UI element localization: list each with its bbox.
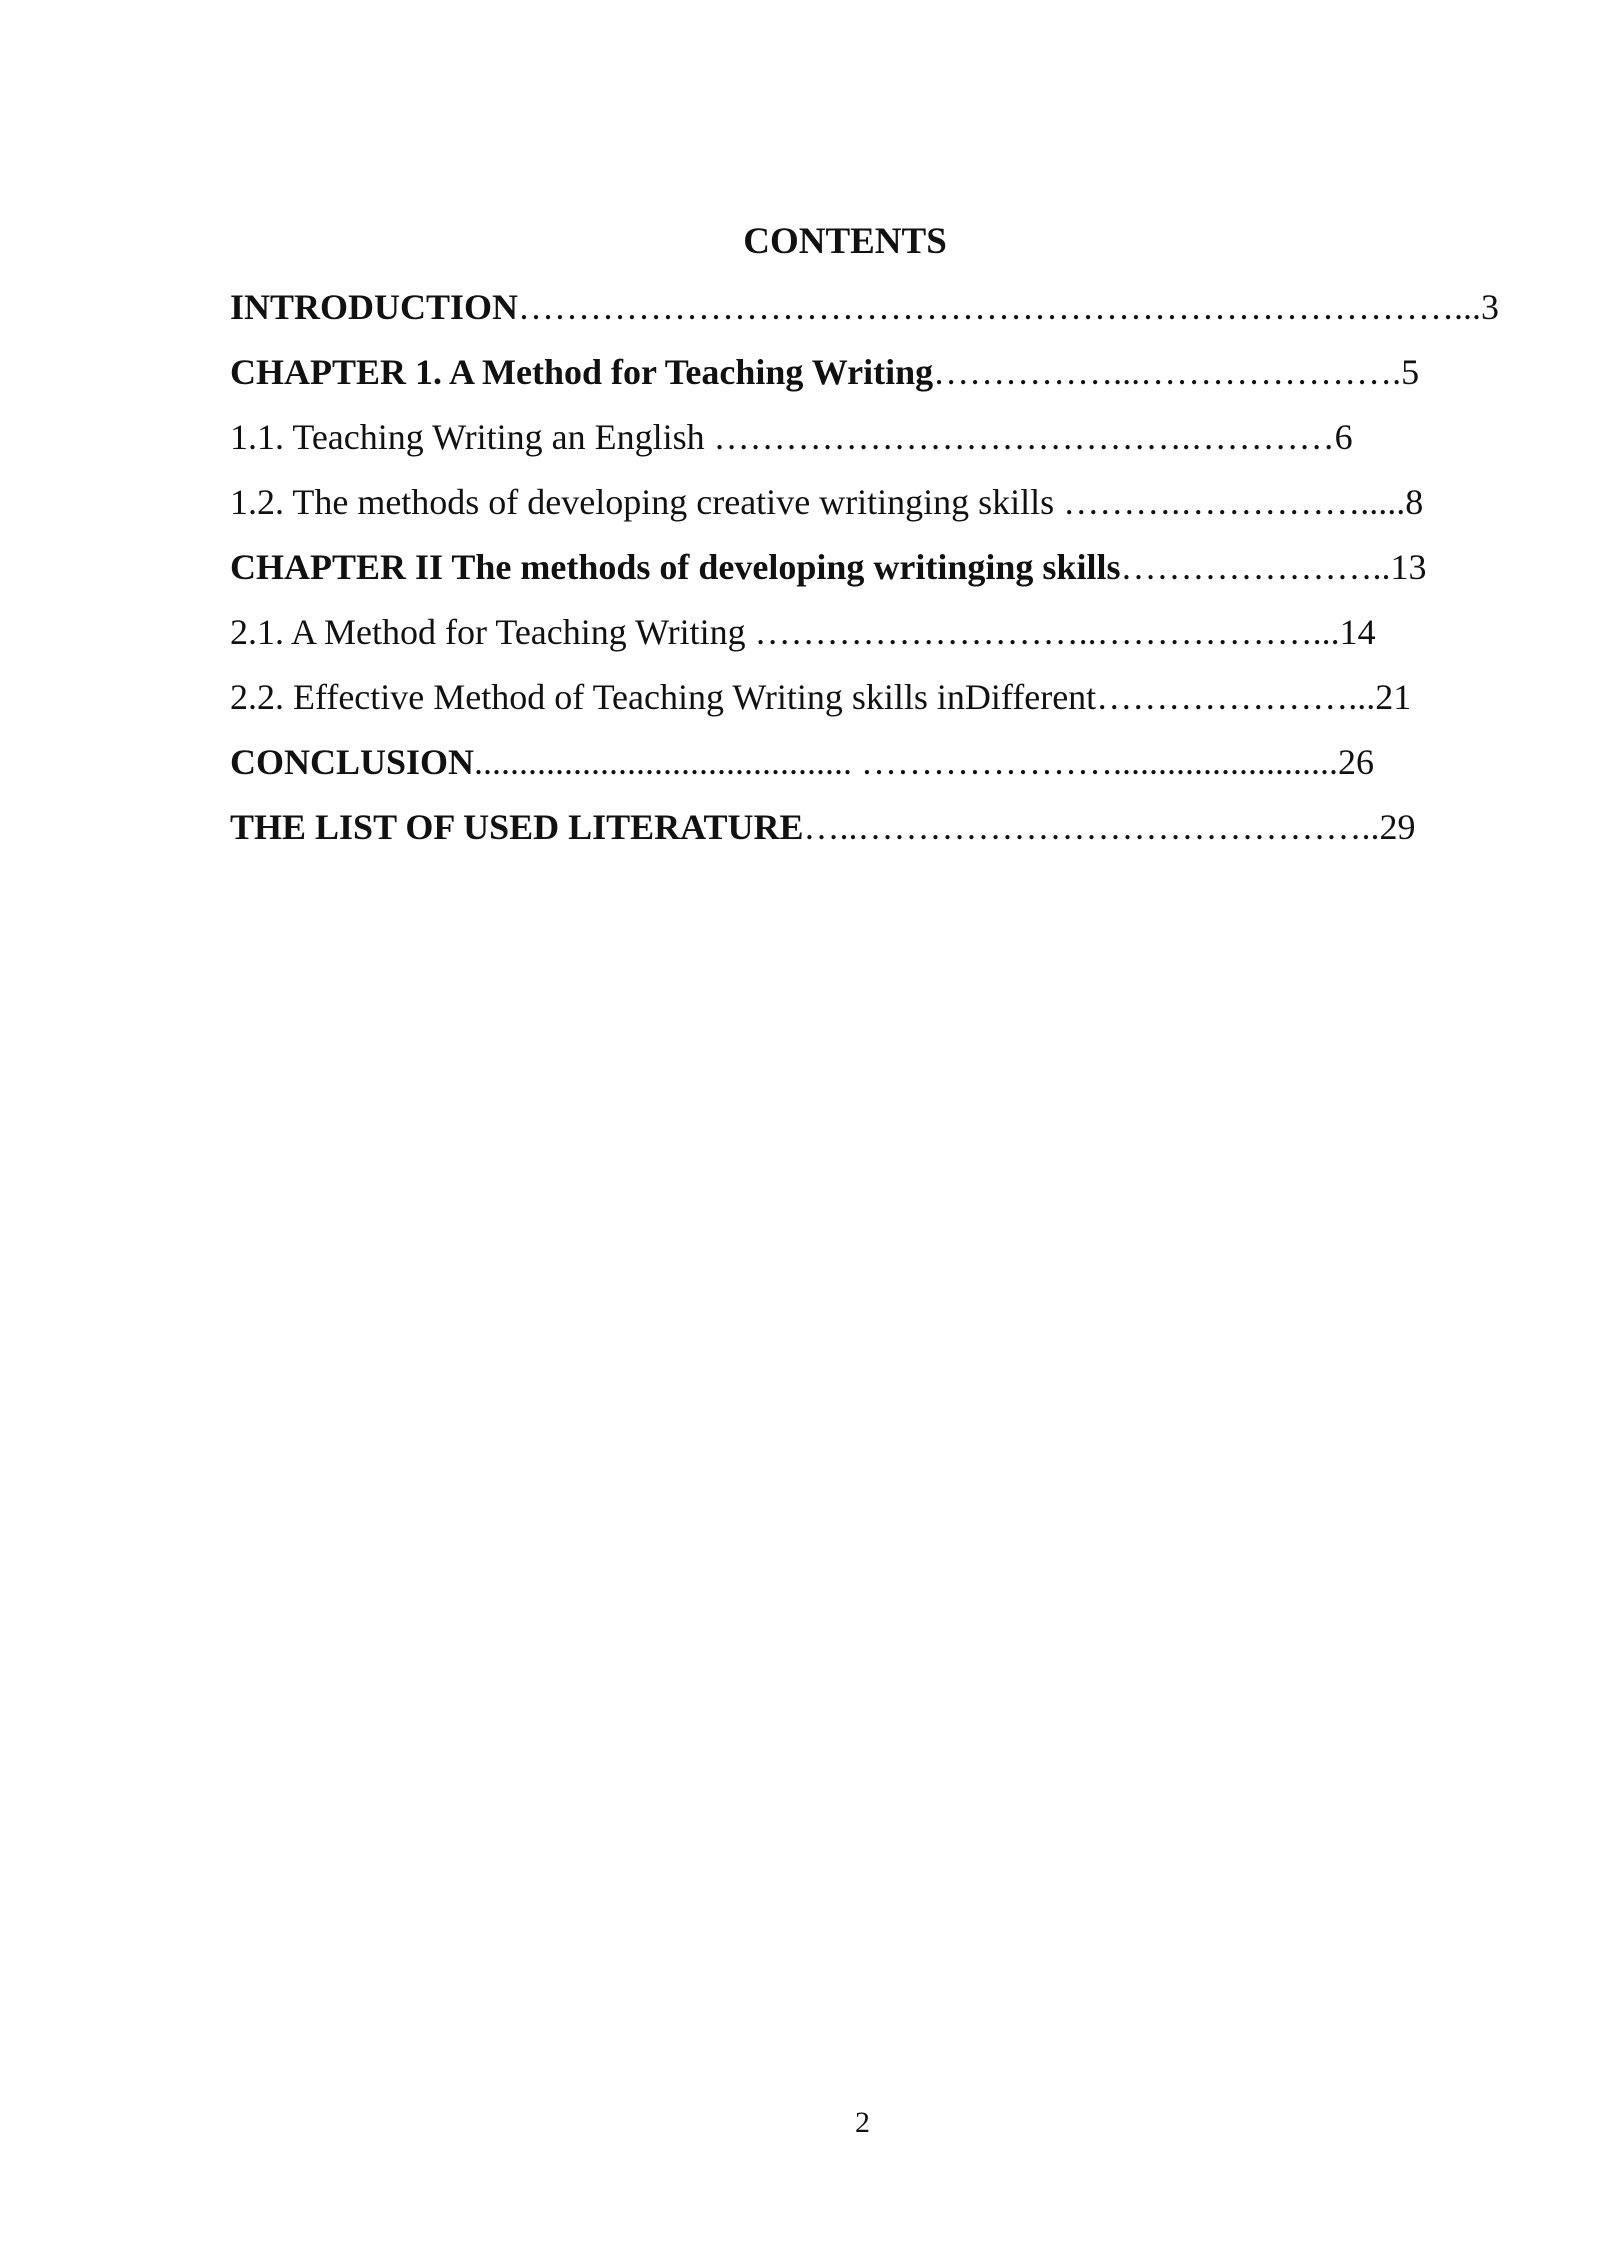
toc-entry-leader-page: …..……………………………………..29 bbox=[803, 807, 1416, 847]
page-number: 2 bbox=[855, 2106, 870, 2139]
toc-entry-label: CHAPTER 1. A Method for Teaching Writing bbox=[230, 352, 934, 392]
toc-entry-introduction bbox=[230, 283, 1500, 348]
toc-entry-chapter-1 bbox=[230, 348, 1490, 413]
toc-entry-section-2-2 bbox=[230, 673, 1490, 738]
toc-entry-label: 2.1. A Method for Teaching Writing bbox=[230, 612, 755, 652]
toc-entry-leader-page: ………………………..………………...14 bbox=[754, 612, 1376, 652]
toc-entry-label: 2.2. Effective Method of Teaching Writing skills inDifferent bbox=[230, 677, 1097, 717]
toc-entry-label: INTRODUCTION bbox=[230, 287, 519, 327]
toc-entry-chapter-2 bbox=[230, 543, 1490, 608]
toc-entry-leader-page: ……………………………………………………………………...3 bbox=[518, 287, 1500, 327]
toc-entry-leader-page: …………………...21 bbox=[1096, 677, 1412, 717]
toc-entry-section-1-1 bbox=[230, 413, 1490, 478]
toc-entry-literature bbox=[230, 803, 1490, 868]
toc-entry-leader-page: ……….…………….....8 bbox=[1063, 482, 1424, 522]
toc-entry-leader-page: .......................................... ………………….........................26 bbox=[474, 742, 1375, 782]
toc-entry-label: CONCLUSION bbox=[230, 742, 475, 782]
contents-title: CONTENTS bbox=[743, 221, 947, 262]
toc-entry-label: THE LIST OF USED LITERATURE bbox=[230, 807, 804, 847]
toc-entry-label: 1.1. Teaching Writing an English bbox=[230, 417, 714, 457]
table-of-contents bbox=[230, 283, 1500, 868]
toc-entry-conclusion bbox=[230, 738, 1490, 803]
toc-entry-leader-page: …………………..13 bbox=[1120, 547, 1427, 587]
toc-entry-section-1-2 bbox=[230, 478, 1490, 543]
toc-entry-leader-page: ………………………………….…………6 bbox=[713, 417, 1353, 457]
toc-entry-label: CHAPTER II The methods of developing writinging skills bbox=[230, 547, 1121, 587]
toc-entry-leader-page: ……………...………………….5 bbox=[933, 352, 1420, 392]
toc-entry-section-2-1 bbox=[230, 608, 1490, 673]
toc-entry-label: 1.2. The methods of developing creative writinging skills bbox=[230, 482, 1064, 522]
